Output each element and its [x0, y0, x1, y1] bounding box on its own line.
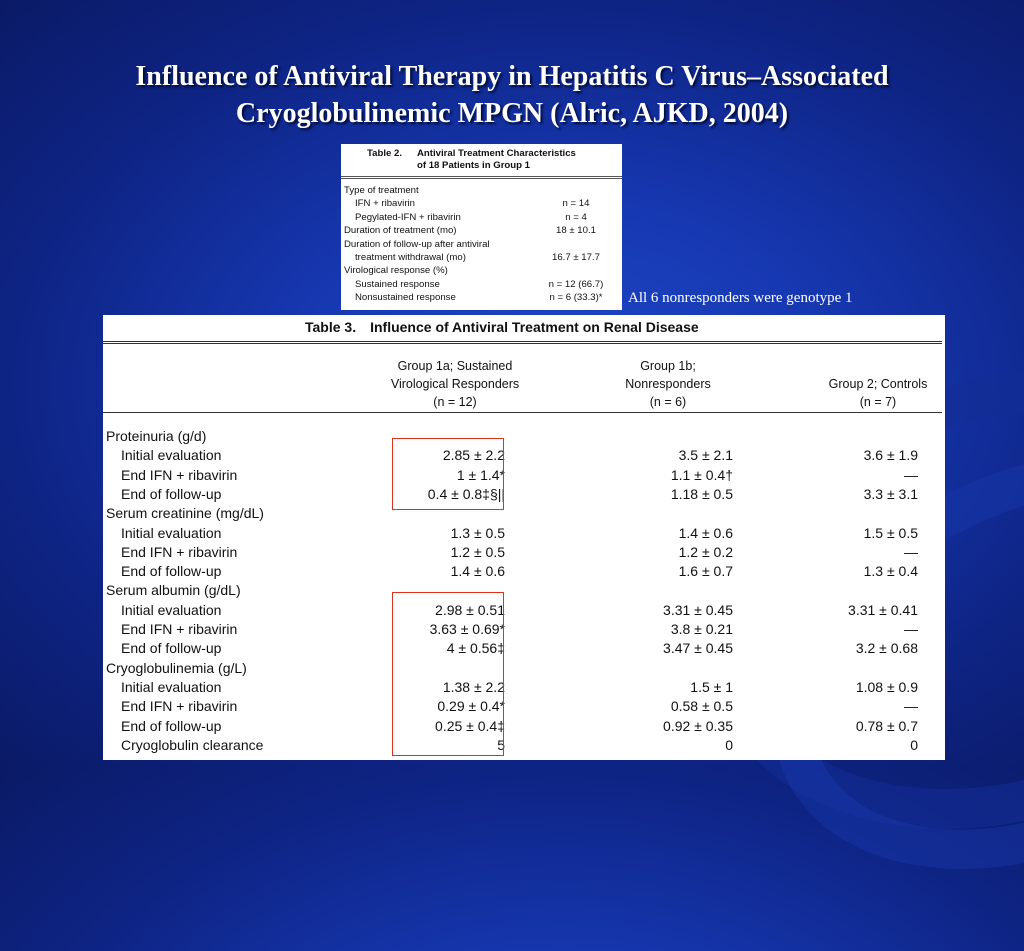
table3-section-heading [103, 659, 945, 678]
cell-group1b: 3.47 ± 0.45 [663, 640, 733, 657]
column-header-line: Nonresponders [625, 377, 711, 391]
cell-group1b: 1.2 ± 0.2 [678, 543, 733, 560]
table2-row [344, 264, 616, 277]
table2-row-label: IFN + ribavirin [355, 198, 415, 210]
cell-group1a: 0.4 ± 0.8‡§|| [427, 485, 505, 502]
table2-row-value: n = 6 (33.3)* [549, 292, 603, 304]
table3-row-label: Serum creatinine (mg/dL) [106, 505, 264, 522]
table2-row-label: Nonsustained response [355, 292, 456, 304]
cell-group1a: 1.2 ± 0.5 [450, 543, 505, 560]
cell-group2: 3.3 ± 3.1 [863, 485, 918, 502]
table2-caption-line1: Antiviral Treatment Characteristics [417, 148, 576, 159]
table3-row-label: Initial evaluation [121, 678, 222, 695]
table3-section-heading [103, 427, 945, 446]
table3-row [103, 678, 945, 697]
table3-row-label: End of follow-up [121, 640, 222, 657]
table3-row-label: End of follow-up [121, 717, 222, 734]
table3-row [103, 446, 945, 465]
table3-column-header-group1b [598, 357, 738, 411]
cell-group2: 1.3 ± 0.4 [863, 563, 918, 580]
cell-group1b: 1.1 ± 0.4† [670, 466, 733, 483]
table2-rule [341, 178, 622, 179]
table2-row-value: 16.7 ± 17.7 [552, 252, 600, 263]
table3-section-heading [103, 504, 945, 523]
table3-rule [103, 412, 942, 413]
cell-group2: 1.08 ± 0.9 [855, 678, 918, 695]
cell-group1a: 1.38 ± 2.2 [442, 678, 505, 695]
column-header-line: (n = 12) [433, 395, 477, 409]
cell-group1a: 3.63 ± 0.69* [429, 621, 505, 637]
cell-group1b: 3.5 ± 2.1 [678, 447, 733, 464]
table2-row [344, 238, 616, 251]
table3-image [103, 315, 945, 760]
table3-row-label: Cryoglobulinemia (g/L) [106, 659, 247, 676]
table3-row [103, 524, 945, 543]
cell-group1a: 4 ± 0.56‡ [446, 640, 505, 657]
table2-row-label: Duration of follow-up after antiviral [344, 238, 490, 250]
table2-row-label: treatment withdrawal (mo) [355, 252, 466, 263]
cell-group1b: 3.8 ± 0.21 [670, 621, 733, 637]
table2-row [344, 224, 616, 237]
highlight-box-proteinuria [392, 438, 504, 510]
table2-row [344, 211, 616, 224]
cell-group1a: 2.85 ± 2.2 [442, 447, 505, 464]
table3-row [103, 543, 945, 562]
cell-group1b: 1.5 ± 1 [690, 678, 733, 695]
highlight-box-albumin-cryoglobulin [392, 592, 504, 756]
cell-group1b: 0 [725, 736, 733, 753]
cell-group2: — [904, 543, 918, 560]
table3-row-label: Initial evaluation [121, 601, 222, 618]
table2-row [344, 291, 616, 304]
cell-group1a: 2.98 ± 0.51 [435, 601, 505, 618]
table2-row [344, 184, 616, 197]
table2-row [344, 278, 616, 291]
table3-caption-text: Influence of Antiviral Treatment on Renal Disease [370, 319, 699, 335]
column-header-line: (n = 7) [859, 395, 897, 409]
slide-title-line2: Cryoglobulinemic MPGN (Alric, AJKD, 2004) [235, 98, 789, 129]
column-header-line: Group 1b; [640, 359, 696, 373]
table2-row-value: 18 ± 10.1 [556, 225, 596, 237]
column-header-line: (n = 6) [649, 395, 687, 409]
cell-group1b: 1.4 ± 0.6 [678, 524, 733, 541]
slide-title-line1: Influence of Antiviral Therapy in Hepatitis C Virus–Associated [135, 61, 889, 92]
table2-caption-line2: of 18 Patients in Group 1 [417, 160, 531, 171]
cell-group2: 0.78 ± 0.7 [855, 717, 918, 734]
cell-group1a: 1.3 ± 0.5 [450, 524, 505, 541]
table3-row-label: Serum albumin (g/dL) [106, 582, 241, 599]
table3-row [103, 601, 945, 620]
table3-row-label: Initial evaluation [121, 524, 222, 541]
table3-row-label: Proteinuria (g/d) [106, 428, 207, 444]
table3-row [103, 736, 945, 755]
table2-caption [367, 148, 576, 172]
cell-group1b: 0.92 ± 0.35 [663, 717, 733, 734]
cell-group2: — [904, 466, 918, 483]
table3-caption [305, 319, 699, 335]
table3-rule [103, 341, 942, 342]
column-header-line [808, 357, 948, 375]
table3-row [103, 620, 945, 639]
cell-group2: — [904, 621, 918, 637]
table3-row [103, 639, 945, 658]
table2-row-label: Pegylated-IFN + ribavirin [355, 211, 461, 223]
table2-rule [341, 176, 622, 177]
table3-row-label: End IFN + ribavirin [121, 466, 238, 483]
table3-row-label: Cryoglobulin clearance [121, 736, 264, 753]
table2-row-value: n = 12 (66.7) [548, 278, 604, 290]
table2-number: Table 2. [367, 148, 403, 159]
table3-row-label: End IFN + ribavirin [121, 698, 238, 715]
table3-row-label: End IFN + ribavirin [121, 543, 238, 560]
table2-row [344, 251, 616, 264]
slide-title [40, 58, 984, 132]
table3-row-label: End of follow-up [121, 485, 222, 502]
cell-group2: 3.6 ± 1.9 [863, 447, 918, 464]
table3-column-header-group2 [808, 357, 948, 411]
cell-group1b: 0.58 ± 0.5 [670, 698, 733, 715]
cell-group1b: 3.31 ± 0.45 [663, 601, 733, 618]
table3-rule [103, 343, 942, 344]
cell-group2: 1.5 ± 0.5 [863, 524, 918, 541]
table3-row [103, 562, 945, 581]
cell-group2: 0 [910, 736, 918, 753]
cell-group1a: 0.25 ± 0.4‡ [435, 717, 505, 734]
cell-group2: 3.2 ± 0.68 [855, 640, 918, 657]
table3-number: Table 3. [305, 319, 357, 335]
table3-row [103, 466, 945, 485]
table2-row-value: n = 4 [565, 211, 587, 223]
cell-group2: — [904, 698, 918, 715]
cell-group1b: 1.6 ± 0.7 [678, 563, 733, 580]
table2-row-label: Sustained response [355, 278, 440, 290]
cell-group2: 3.31 ± 0.41 [848, 601, 918, 618]
cell-group1a: 1 ± 1.4* [456, 466, 505, 483]
column-header-line: Virological Responders [390, 377, 520, 391]
cell-group1a: 1.4 ± 0.6 [450, 563, 505, 580]
table3-row-label: End IFN + ribavirin [121, 621, 238, 637]
cell-group1a: 5 [497, 736, 505, 753]
table3-row-label: Initial evaluation [121, 447, 222, 464]
column-header-line: Group 2; Controls [828, 377, 928, 391]
cell-group1a: 0.29 ± 0.4* [437, 698, 505, 715]
table3-column-header-group1a [365, 357, 545, 411]
table3-row [103, 717, 945, 736]
cell-group1b: 1.18 ± 0.5 [670, 485, 733, 502]
table2-row-label: Duration of treatment (mo) [344, 225, 457, 237]
table2-image [341, 144, 622, 310]
table3-row-label: End of follow-up [121, 563, 222, 580]
table3-row [103, 485, 945, 504]
table3-section-heading [103, 581, 945, 600]
table2-row-value: n = 14 [562, 198, 590, 210]
table2-row-label: Type of treatment [344, 185, 419, 196]
table2-row [344, 197, 616, 210]
table3-row [103, 697, 945, 716]
genotype-note: All 6 nonresponders were genotype 1 [628, 290, 853, 306]
table2-row-label: Virological response (%) [344, 265, 448, 277]
column-header-line: Group 1a; Sustained [397, 359, 513, 373]
